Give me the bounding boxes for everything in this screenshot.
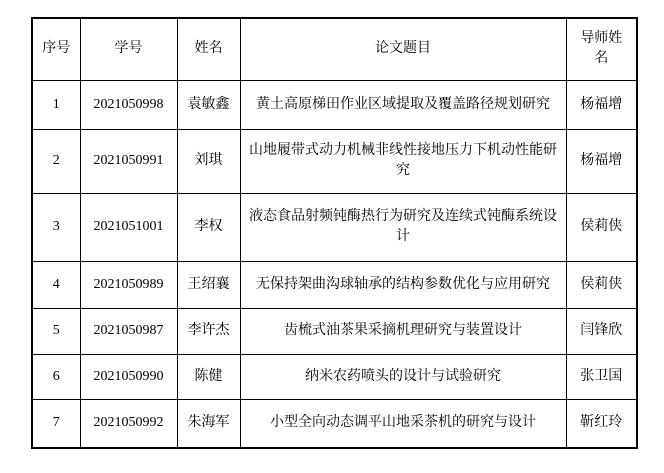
table-row bbox=[32, 129, 637, 193]
table-row bbox=[32, 354, 637, 399]
cell-advisor: 侯莉侠 bbox=[566, 261, 637, 308]
cell-student-id: 2021050991 bbox=[80, 129, 177, 193]
cell-student-id: 2021050989 bbox=[80, 261, 177, 308]
table-row bbox=[32, 193, 637, 261]
cell-student-id: 2021050998 bbox=[80, 80, 177, 129]
cell-thesis-title: 小型全向动态调平山地采茶机的研究与设计 bbox=[240, 399, 566, 448]
table-row bbox=[32, 308, 637, 354]
cell-thesis-title: 纳米农药喷头的设计与试验研究 bbox=[240, 354, 566, 399]
cell-index: 4 bbox=[32, 261, 80, 308]
header-cell-student-id: 学号 bbox=[80, 18, 177, 80]
cell-thesis-title: 齿梳式油茶果采摘机理研究与装置设计 bbox=[240, 308, 566, 354]
header-cell-index: 序号 bbox=[32, 18, 80, 80]
cell-student-id: 2021050992 bbox=[80, 399, 177, 448]
cell-advisor: 侯莉侠 bbox=[566, 193, 637, 261]
cell-index: 2 bbox=[32, 129, 80, 193]
cell-student-id: 2021050990 bbox=[80, 354, 177, 399]
cell-advisor: 杨福增 bbox=[566, 129, 637, 193]
cell-student-id: 2021050987 bbox=[80, 308, 177, 354]
cell-index: 7 bbox=[32, 399, 80, 448]
cell-index: 5 bbox=[32, 308, 80, 354]
cell-name: 李许杰 bbox=[177, 308, 240, 354]
cell-advisor: 张卫国 bbox=[566, 354, 637, 399]
cell-name: 刘琪 bbox=[177, 129, 240, 193]
cell-index: 6 bbox=[32, 354, 80, 399]
cell-advisor: 闫锋欣 bbox=[566, 308, 637, 354]
thesis-assignment-table bbox=[31, 17, 638, 449]
cell-name: 朱海军 bbox=[177, 399, 240, 448]
table-row bbox=[32, 399, 637, 448]
table-row bbox=[32, 261, 637, 308]
table-row bbox=[32, 80, 637, 129]
table-header bbox=[32, 18, 637, 80]
header-cell-name: 姓名 bbox=[177, 18, 240, 80]
cell-name: 王绍襄 bbox=[177, 261, 240, 308]
cell-thesis-title: 液态食品射频钝酶热行为研究及连续式钝酶系统设计 bbox=[240, 193, 566, 261]
cell-thesis-title: 无保持架曲沟球轴承的结构参数优化与应用研究 bbox=[240, 261, 566, 308]
table-body bbox=[32, 80, 637, 448]
cell-advisor: 靳红玲 bbox=[566, 399, 637, 448]
cell-name: 袁敏鑫 bbox=[177, 80, 240, 129]
cell-student-id: 2021051001 bbox=[80, 193, 177, 261]
header-cell-thesis-title: 论文题目 bbox=[240, 18, 566, 80]
cell-index: 1 bbox=[32, 80, 80, 129]
cell-thesis-title: 山地履带式动力机械非线性接地压力下机动性能研究 bbox=[240, 129, 566, 193]
header-cell-advisor: 导师姓名 bbox=[566, 18, 637, 80]
cell-thesis-title: 黄土高原梯田作业区域提取及覆盖路径规划研究 bbox=[240, 80, 566, 129]
cell-advisor: 杨福增 bbox=[566, 80, 637, 129]
cell-index: 3 bbox=[32, 193, 80, 261]
cell-name: 陈健 bbox=[177, 354, 240, 399]
header-row bbox=[32, 18, 637, 80]
cell-name: 李权 bbox=[177, 193, 240, 261]
